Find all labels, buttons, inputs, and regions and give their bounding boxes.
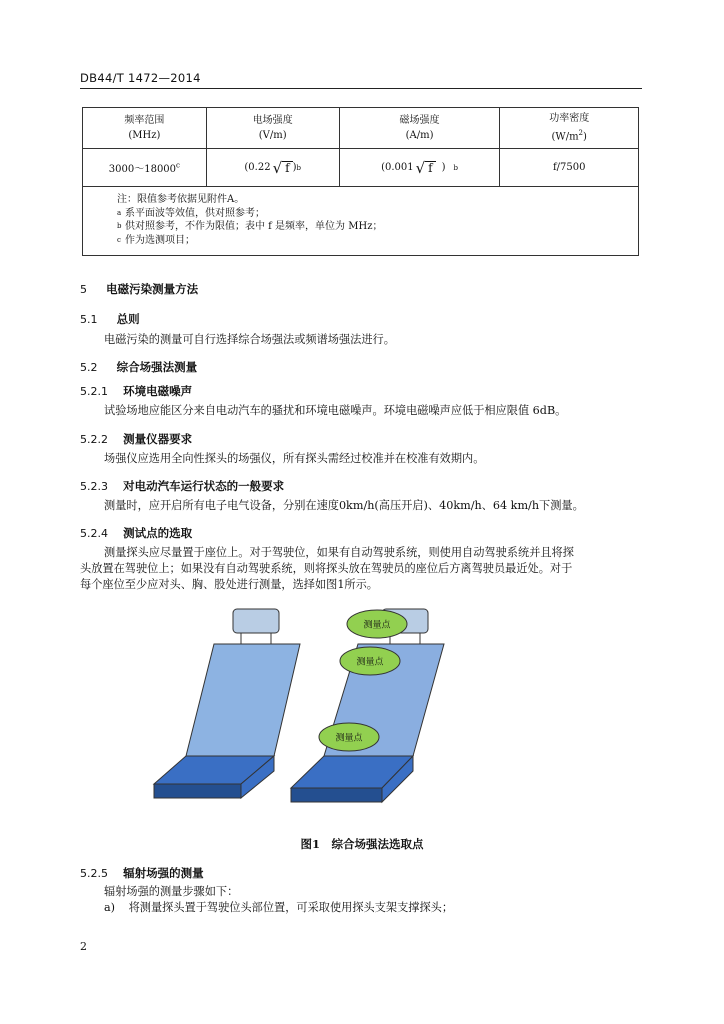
section-5-2-heading xyxy=(80,356,197,375)
header-power xyxy=(500,108,639,149)
section-5-2-2-text: 场强仪应选用全向性探头的场强仪，所有探头需经过校准并在校准有效期内。 xyxy=(104,452,485,465)
header-frequency-unit: (MHz) xyxy=(128,130,161,141)
note-mark: a xyxy=(117,208,122,217)
note-mark: b xyxy=(117,222,122,230)
step-text: 将测量探头置于驾驶位头部位置，可采取使用探头支架支撑探头； xyxy=(128,901,454,914)
measurement-point-thigh-label: 测量点 xyxy=(335,733,363,744)
section-number: 5.2.4 xyxy=(80,527,108,540)
note-text: 系平面波等效值，供对照参考； xyxy=(125,207,265,219)
header-power-name: 功率密度 xyxy=(549,113,590,125)
section-title: 对电动汽车运行状态的一般要求 xyxy=(123,479,285,493)
header-electric-name: 电场强度 xyxy=(252,115,293,126)
header-power-unit xyxy=(500,126,638,144)
magnetic-formula-open: (0.001 xyxy=(381,162,414,173)
left-headrest-post xyxy=(241,633,271,644)
cell-frequency xyxy=(83,149,207,187)
sqrt-symbol: √ xyxy=(272,158,283,177)
section-5-2-5-heading xyxy=(80,862,204,881)
measurement-point-head-label: 测量点 xyxy=(363,620,391,631)
header-power-unit-sup: 2 xyxy=(578,129,584,138)
cell-electric xyxy=(206,149,339,187)
electric-formula-open: (0.22 xyxy=(244,162,271,173)
section-5-2-5-step-a xyxy=(104,900,453,916)
table-notes-row xyxy=(83,187,639,256)
right-seat xyxy=(291,609,444,802)
magnetic-formula xyxy=(381,159,458,177)
section-number: 5.2.3 xyxy=(80,480,108,493)
notes-title: 注：限值参考依据见附件A。 xyxy=(117,194,245,205)
left-seat-cushion-front xyxy=(154,784,241,798)
header-power-unit-end: ) xyxy=(583,131,587,143)
section-title: 测量仪器要求 xyxy=(123,432,193,446)
electric-formula-mark: b xyxy=(296,163,301,172)
magnetic-formula-close: ) xyxy=(441,162,446,173)
standard-code: DB44/T 1472—2014 xyxy=(80,71,201,85)
header-rule xyxy=(80,88,642,89)
measurement-point-chest-label: 测量点 xyxy=(356,657,384,668)
section-number: 5.2.1 xyxy=(80,385,108,398)
table-notes xyxy=(83,187,639,256)
header-frequency-name: 频率范围 xyxy=(124,115,165,126)
header-magnetic-unit: (A/m) xyxy=(405,130,434,141)
figure-seat-diagram xyxy=(150,605,480,805)
header-power-unit-text: (W/m xyxy=(551,131,579,143)
cell-power xyxy=(500,149,639,187)
header-magnetic-name: 磁场强度 xyxy=(399,115,440,126)
section-5-2-4-line-2: 头放置在驾驶位上；如果没有自动驾驶系统，则将探头放在驾驶员的座位后方离驾驶员最近处。对于 xyxy=(80,562,573,575)
step-label: a) xyxy=(104,901,116,914)
section-title: 电磁污染测量方法 xyxy=(106,282,199,296)
header-electric-unit: (V/m) xyxy=(258,130,287,141)
magnetic-formula-mark: b xyxy=(453,163,458,172)
section-5-2-4-line-3: 每个座位至少应对头、胸、股处进行测量，选择如图1所示。 xyxy=(80,578,378,591)
electric-formula xyxy=(244,159,301,177)
section-title: 环境电磁噪声 xyxy=(123,384,193,398)
measurement-point-thigh xyxy=(319,723,379,751)
magnetic-formula-arg: f xyxy=(425,161,435,175)
sqrt-symbol: √ xyxy=(415,158,426,177)
electric-formula-arg: f xyxy=(282,161,292,175)
section-5-1-heading xyxy=(80,308,140,327)
section-number: 5.2 xyxy=(80,361,98,374)
cell-frequency-value: 3000～18000 xyxy=(108,164,177,175)
section-5-2-3-text: 测量时，应开启所有电子电气设备，分别在速度0km/h(高压开启)、40km/h、64 km/h下测量。 xyxy=(104,499,584,512)
header-electric xyxy=(206,108,339,149)
section-number: 5.2.5 xyxy=(80,867,108,880)
section-5-1-text: 电磁污染的测量可自行选择综合场强法或频谱场强法进行。 xyxy=(104,333,395,346)
section-number: 5.1 xyxy=(80,313,98,326)
section-title: 综合场强法测量 xyxy=(116,360,198,374)
electric-formula-close: ) xyxy=(292,162,297,173)
left-seat xyxy=(154,609,300,798)
limits-table xyxy=(82,107,639,256)
section-5-2-2-heading xyxy=(80,428,192,447)
note-text: 作为选测项目； xyxy=(125,234,195,246)
section-5-heading xyxy=(80,278,198,297)
measurement-point-head xyxy=(347,610,407,638)
table-header-row xyxy=(83,108,639,149)
table-row xyxy=(83,149,639,187)
page-number: 2 xyxy=(80,940,87,953)
note-item xyxy=(117,207,638,221)
figure-caption: 图1 综合场强法选取点 xyxy=(300,837,424,851)
header-magnetic xyxy=(339,108,500,149)
cell-magnetic xyxy=(339,149,500,187)
left-headrest xyxy=(233,609,279,633)
right-seat-cushion-front xyxy=(291,788,382,802)
section-5-2-1-text: 试验场地应能区分来自电动汽车的骚扰和环境电磁噪声。环境电磁噪声应低于相应限值 6dB。 xyxy=(104,404,567,417)
cell-power-value: f/7500 xyxy=(552,162,586,173)
section-5-2-1-heading xyxy=(80,380,192,399)
left-seat-back xyxy=(186,644,300,756)
section-5-2-4-line-1: 测量探头应尽量置于座位上。对于驾驶位，如果有自动驾驶系统，则使用自动驾驶系统并且将探 xyxy=(104,546,574,559)
section-title: 辐射场强的测量 xyxy=(123,866,204,880)
cell-frequency-mark: c xyxy=(176,161,180,170)
section-title: 总则 xyxy=(116,312,140,326)
section-5-2-4-heading xyxy=(80,522,192,541)
section-title: 测试点的选取 xyxy=(123,526,193,540)
section-5-2-5-intro: 辐射场强的测量步骤如下： xyxy=(104,885,239,898)
note-mark: c xyxy=(117,235,121,244)
section-number: 5.2.2 xyxy=(80,433,108,446)
section-5-2-3-heading xyxy=(80,475,284,494)
note-item xyxy=(117,234,638,248)
section-number: 5 xyxy=(80,283,87,296)
note-item xyxy=(117,220,638,234)
note-text: 供对照参考，不作为限值；表中 f 是频率，单位为 MHz； xyxy=(125,221,383,232)
measurement-point-chest xyxy=(340,647,400,675)
header-frequency xyxy=(83,108,207,149)
